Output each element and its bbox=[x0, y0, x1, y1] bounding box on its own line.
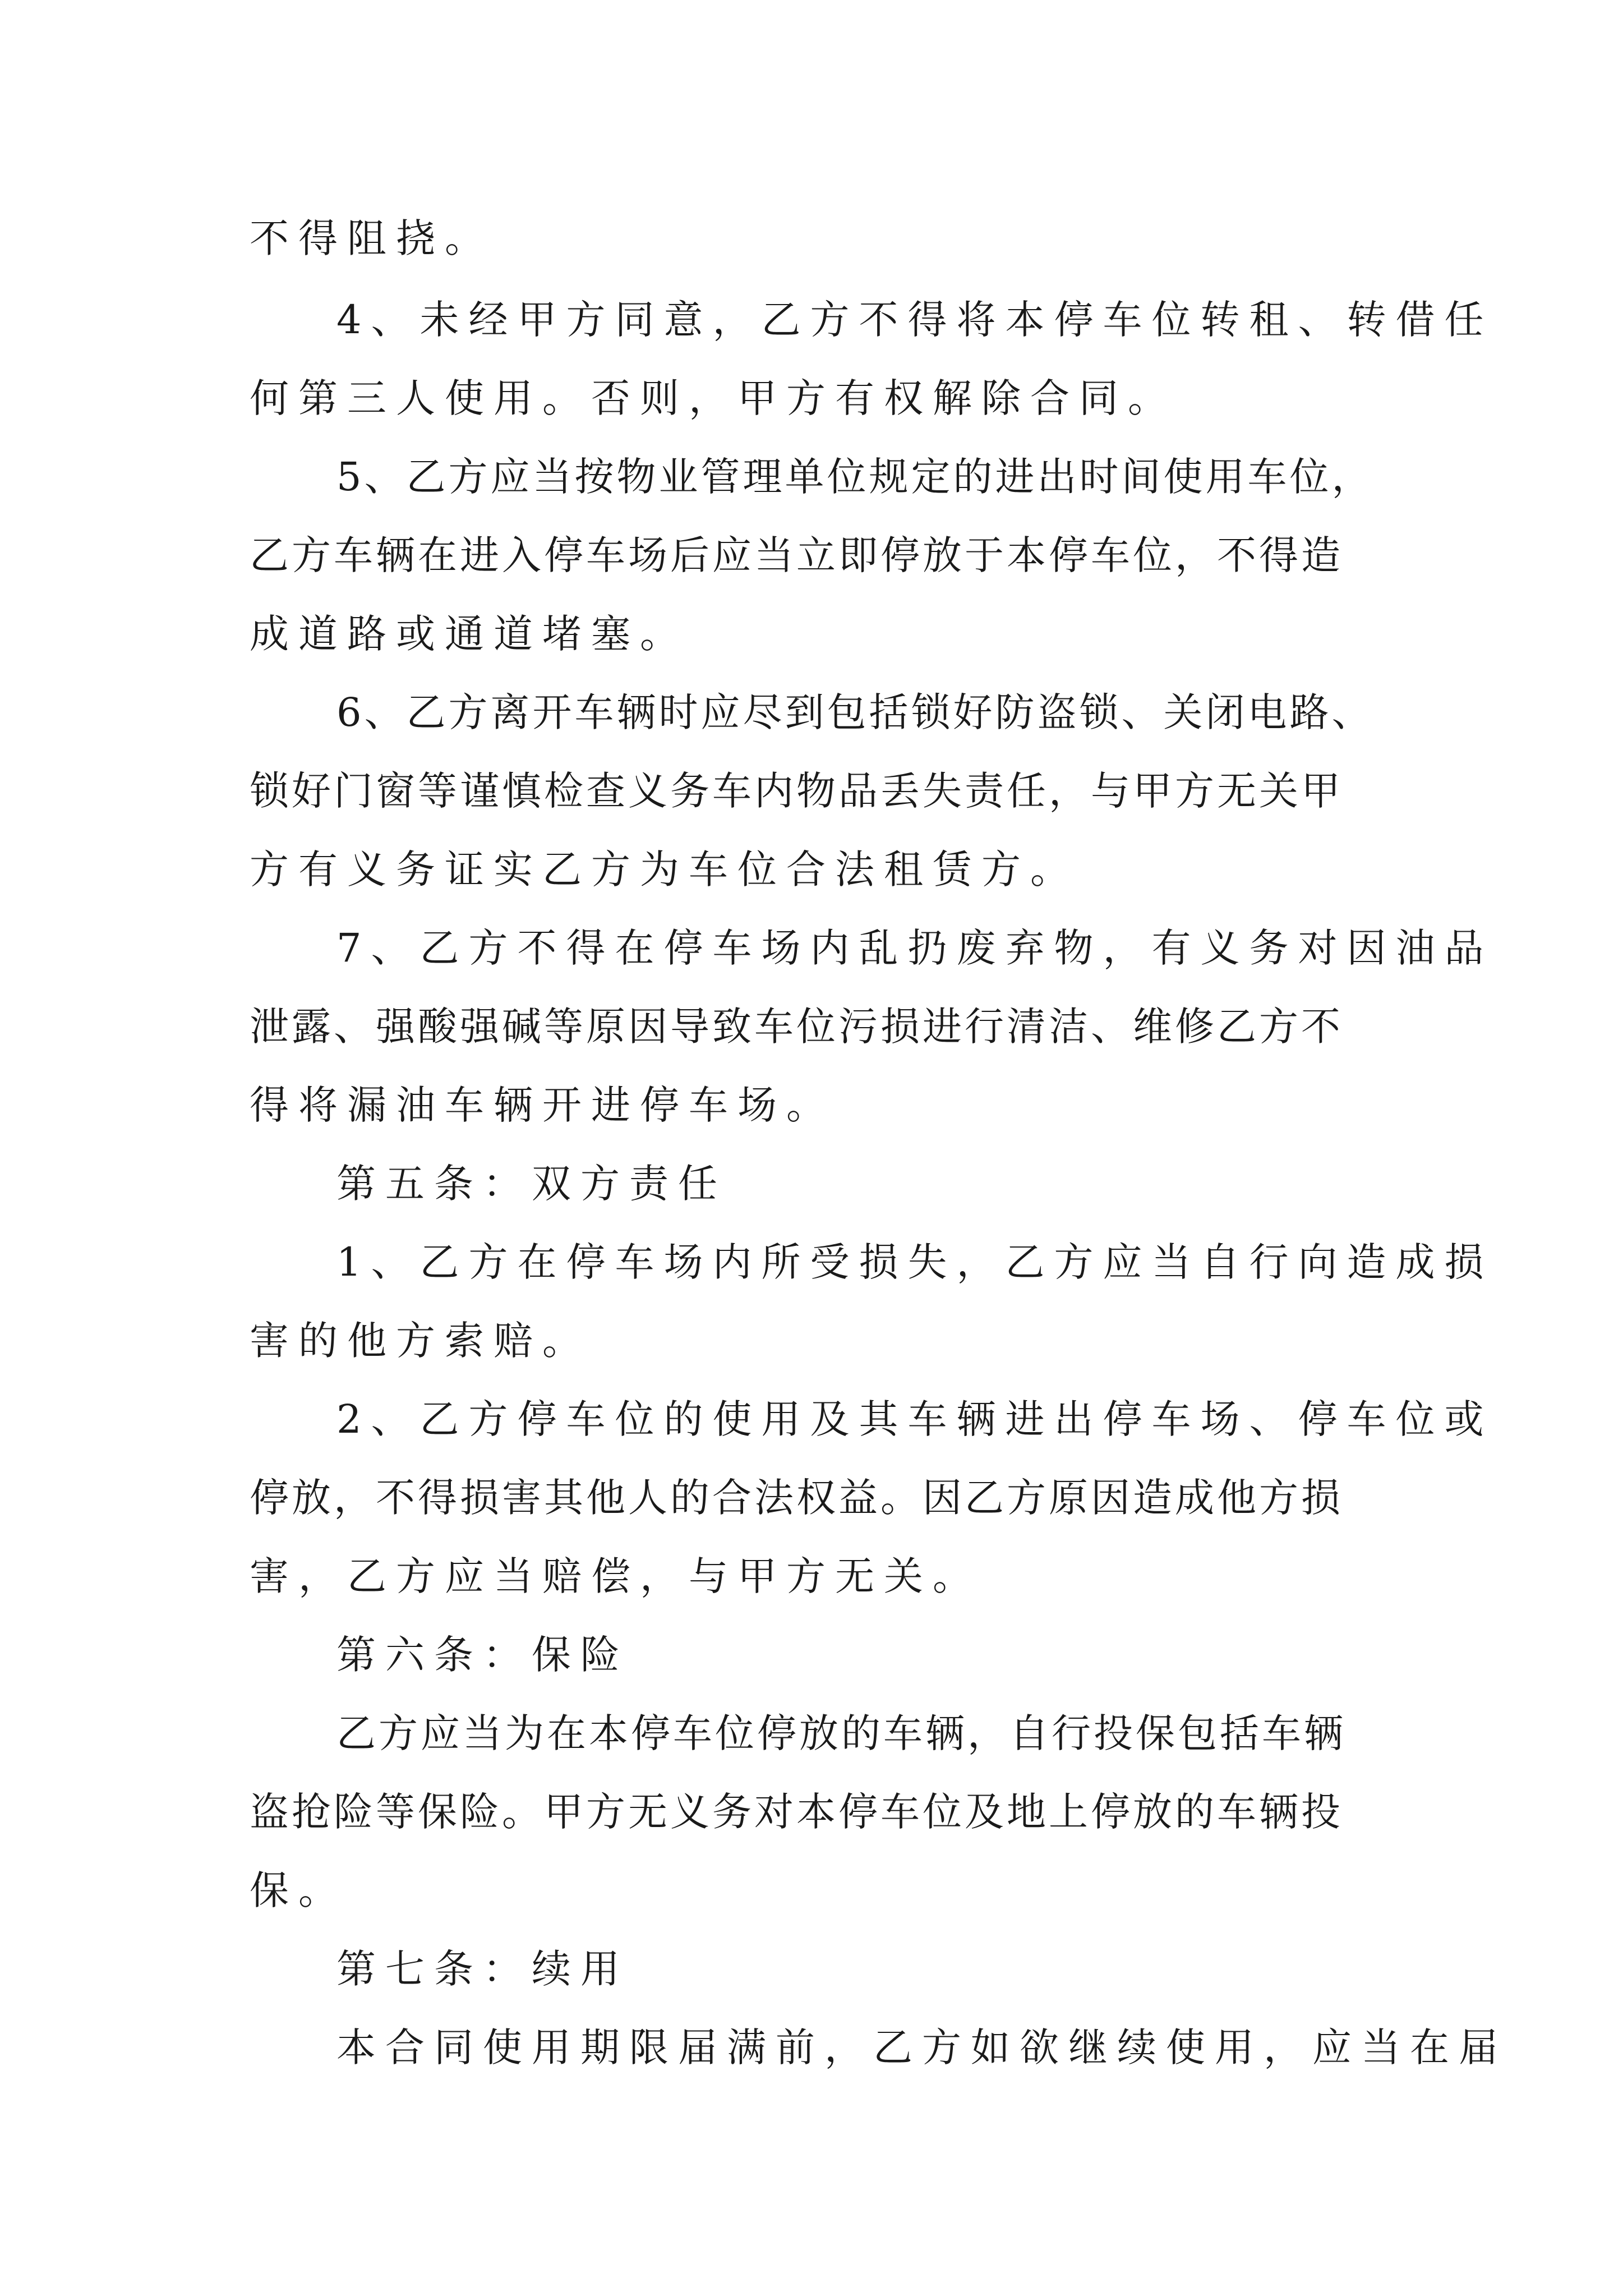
section-heading: 第七条：续用 bbox=[336, 1946, 629, 1992]
text-line: 2、乙方停车位的使用及其车辆进出停车场、停车位或 bbox=[336, 1396, 1493, 1442]
text-line: 停放，不得损害其他人的合法权益。因乙方原因造成他方损 bbox=[250, 1475, 1343, 1521]
text-line: 4、未经甲方同意，乙方不得将本停车位转租、转借任 bbox=[336, 297, 1493, 343]
text-line: 乙方车辆在进入停车场后应当立即停放于本停车位，不得造 bbox=[250, 532, 1343, 578]
text-line: 锁好门窗等谨慎检查义务车内物品丢失责任，与甲方无关甲 bbox=[250, 768, 1343, 814]
text-line: 乙方应当为在本停车位停放的车辆，自行投保包括车辆 bbox=[336, 1710, 1346, 1756]
text-line: 害，乙方应当赔偿，与甲方无关。 bbox=[250, 1553, 981, 1599]
text-line: 得将漏油车辆开进停车场。 bbox=[250, 1082, 835, 1128]
text-line: 保。 bbox=[250, 1867, 347, 1913]
text-line: 泄露、强酸强碱等原因导致车位污损进行清洁、维修乙方不 bbox=[250, 1004, 1343, 1050]
text-line: 本合同使用期限届满前，乙方如欲继续使用，应当在届 bbox=[336, 2024, 1507, 2070]
text-line: 6、乙方离开车辆时应尽到包括锁好防盗锁、关闭电路、 bbox=[336, 689, 1374, 735]
section-heading: 第五条：双方责任 bbox=[336, 1161, 727, 1207]
text-line: 害的他方索赔。 bbox=[250, 1318, 591, 1364]
text-line: 1、乙方在停车场内所受损失，乙方应当自行向造成损 bbox=[336, 1239, 1493, 1285]
text-line: 7、乙方不得在停车场内乱扔废弃物，有义务对因油品 bbox=[336, 925, 1493, 971]
text-line: 成道路或通道堵塞。 bbox=[250, 611, 689, 657]
text-line: 不得阻挠。 bbox=[250, 215, 494, 261]
text-line: 盗抢险等保险。甲方无义务对本停车位及地上停放的车辆投 bbox=[250, 1789, 1343, 1835]
text-line: 何第三人使用。否则，甲方有权解除合同。 bbox=[250, 375, 1177, 421]
text-line: 方有义务证实乙方为车位合法租赁方。 bbox=[250, 846, 1079, 892]
text-line: 5、乙方应当按物业管理单位规定的进出时间使用车位， bbox=[336, 454, 1374, 500]
section-heading: 第六条：保险 bbox=[336, 1632, 629, 1678]
